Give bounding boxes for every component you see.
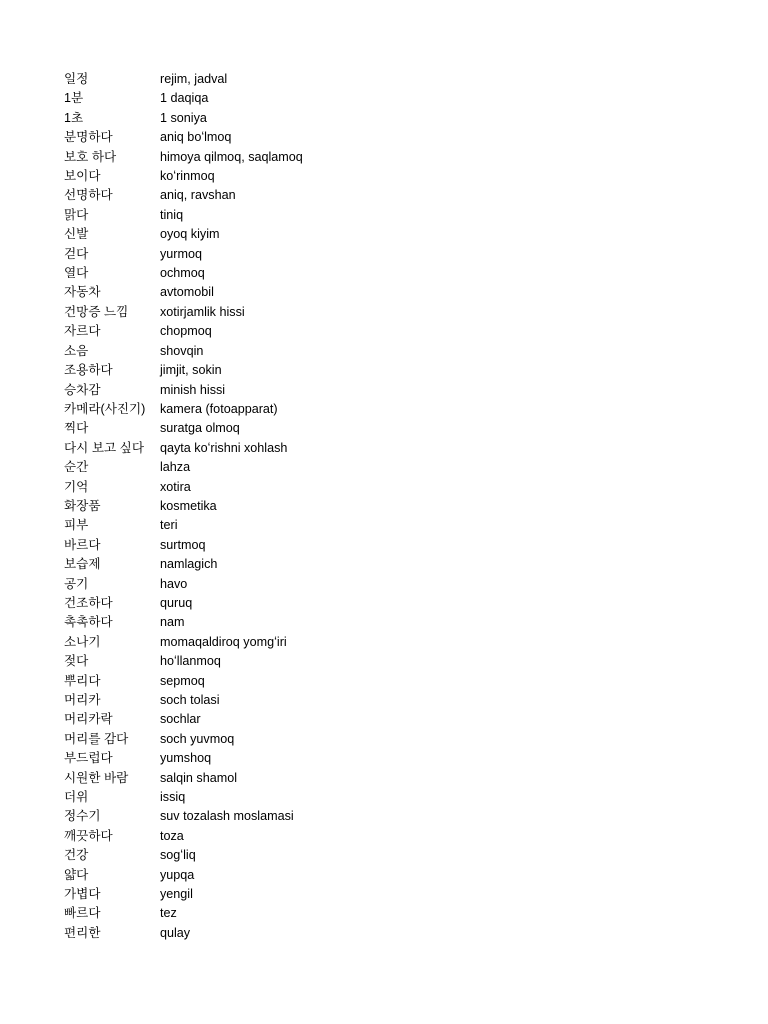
- korean-word: 보이다: [64, 169, 101, 184]
- vocabulary-row: [64, 672, 704, 691]
- korean-word: 열다: [64, 266, 89, 281]
- uzbek-translation: sochlar: [160, 712, 201, 727]
- korean-word: 보호 하다: [64, 149, 117, 164]
- uzbek-translation: quruq: [160, 595, 193, 610]
- vocabulary-row: [64, 594, 704, 613]
- korean-word: 정수기: [64, 809, 101, 824]
- korean-word: 맑다: [64, 207, 89, 222]
- vocabulary-row: [64, 322, 704, 341]
- vocabulary-row: [64, 303, 704, 322]
- uzbek-translation: surtmoq: [160, 537, 206, 552]
- uzbek-translation: soch tolasi: [160, 693, 220, 707]
- korean-word: 걷다: [64, 246, 89, 261]
- vocabulary-row: [64, 885, 704, 904]
- uzbek-translation: 1 soniya: [160, 110, 207, 125]
- korean-word: 자동차: [64, 285, 101, 300]
- vocabulary-row: [64, 148, 704, 167]
- vocabulary-row: [64, 710, 704, 729]
- vocabulary-row: [64, 633, 704, 652]
- korean-word: 카메라(사진기): [64, 401, 146, 416]
- vocabulary-row: [64, 225, 704, 244]
- korean-word: 자르다: [64, 324, 101, 339]
- uzbek-translation: avtomobil: [160, 285, 214, 300]
- korean-word: 분명하다: [64, 130, 113, 145]
- vocabulary-row: [64, 730, 704, 749]
- vocabulary-row: [64, 109, 704, 128]
- korean-word: 화장품: [64, 498, 101, 513]
- uzbek-translation: sepmoq: [160, 673, 205, 688]
- vocabulary-row: [64, 381, 704, 400]
- uzbek-translation: yengil: [160, 887, 193, 902]
- korean-word: 일정: [64, 72, 89, 86]
- uzbek-translation: 1 daqiqa: [160, 91, 209, 106]
- korean-word: 찍다: [64, 421, 89, 436]
- uzbek-translation: xotirjamlik hissi: [160, 304, 245, 319]
- uzbek-translation: aniq, ravshan: [160, 188, 236, 203]
- uzbek-translation: teri: [160, 518, 178, 533]
- korean-word: 건망증 느낌: [64, 304, 129, 319]
- vocabulary-row: [64, 361, 704, 380]
- korean-word: 다시 보고 싶다: [64, 440, 144, 455]
- uzbek-translation: koʻrinmoq: [160, 169, 215, 184]
- uzbek-translation: soch yuvmoq: [160, 731, 235, 746]
- korean-word: 빠르다: [64, 906, 101, 921]
- vocabulary-row: [64, 70, 704, 89]
- korean-word: 건강: [64, 848, 89, 863]
- uzbek-translation: qulay: [160, 925, 191, 940]
- korean-word: 순간: [64, 460, 89, 475]
- korean-word: 촉촉하다: [64, 615, 113, 630]
- vocabulary-row: [64, 497, 704, 516]
- uzbek-translation: lahza: [160, 460, 191, 475]
- korean-word: 깨끗하다: [64, 828, 113, 843]
- vocabulary-row: [64, 769, 704, 788]
- korean-word: 신발: [64, 227, 89, 242]
- korean-word: 편리한: [64, 925, 101, 940]
- uzbek-translation: minish hissi: [160, 382, 226, 397]
- korean-word: 시원한 바람: [64, 770, 129, 785]
- vocabulary-row: [64, 904, 704, 923]
- vocabulary-row: [64, 458, 704, 477]
- uzbek-translation: shovqin: [160, 343, 204, 358]
- uzbek-translation: nam: [160, 615, 185, 630]
- uzbek-translation: tiniq: [160, 207, 184, 222]
- vocabulary-list: [64, 70, 704, 943]
- korean-word: 보습제: [64, 557, 101, 572]
- korean-word: 승차감: [64, 382, 101, 397]
- vocabulary-row: [64, 652, 704, 671]
- uzbek-translation: salqin shamol: [160, 770, 238, 785]
- korean-word: 가볍다: [64, 887, 101, 902]
- korean-word: 머리카락: [64, 712, 113, 727]
- uzbek-translation: issiq: [160, 790, 186, 805]
- uzbek-translation: suv tozalash moslamasi: [160, 809, 294, 824]
- vocabulary-row: [64, 924, 704, 943]
- korean-word: 1분: [64, 91, 84, 106]
- vocabulary-row: [64, 478, 704, 497]
- vocabulary-row: [64, 264, 704, 283]
- uzbek-translation: momaqaldiroq yomgʻiri: [160, 634, 287, 649]
- korean-word: 공기: [64, 576, 89, 591]
- uzbek-translation: yupqa: [160, 867, 195, 882]
- korean-word: 소음: [64, 343, 89, 358]
- vocabulary-row: [64, 167, 704, 186]
- vocabulary-row: [64, 206, 704, 225]
- uzbek-translation: toza: [160, 828, 184, 843]
- vocabulary-row: [64, 536, 704, 555]
- korean-word: 머리카: [64, 693, 101, 707]
- vocabulary-row: [64, 245, 704, 264]
- uzbek-translation: hoʻllanmoq: [160, 654, 221, 669]
- vocabulary-row: [64, 186, 704, 205]
- vocabulary-row: [64, 283, 704, 302]
- korean-word: 머리를 감다: [64, 731, 129, 746]
- uzbek-translation: jimjit, sokin: [160, 363, 222, 378]
- vocabulary-row: [64, 749, 704, 768]
- uzbek-translation: namlagich: [160, 557, 218, 572]
- vocabulary-row: [64, 128, 704, 147]
- uzbek-translation: rejim, jadval: [160, 72, 228, 86]
- uzbek-translation: oyoq kiyim: [160, 227, 220, 242]
- vocabulary-row: [64, 439, 704, 458]
- uzbek-translation: ochmoq: [160, 266, 205, 281]
- vocabulary-row: [64, 788, 704, 807]
- uzbek-translation: kosmetika: [160, 498, 217, 513]
- uzbek-translation: tez: [160, 906, 177, 921]
- vocabulary-row: [64, 691, 704, 710]
- vocabulary-row: [64, 419, 704, 438]
- korean-word: 1초: [64, 110, 84, 125]
- vocabulary-row: [64, 89, 704, 108]
- uzbek-translation: yurmoq: [160, 246, 202, 261]
- vocabulary-row: [64, 807, 704, 826]
- uzbek-translation: qayta koʻrishni xohlash: [160, 440, 288, 455]
- korean-word: 바르다: [64, 537, 101, 552]
- vocabulary-row: [64, 516, 704, 535]
- vocabulary-row: [64, 342, 704, 361]
- korean-word: 피부: [64, 518, 89, 533]
- korean-word: 조용하다: [64, 363, 113, 378]
- vocabulary-row: [64, 827, 704, 846]
- uzbek-translation: chopmoq: [160, 324, 212, 339]
- uzbek-translation: havo: [160, 576, 188, 591]
- korean-word: 뿌리다: [64, 673, 101, 688]
- korean-word: 소나기: [64, 634, 101, 649]
- vocabulary-row: [64, 846, 704, 865]
- vocabulary-row: [64, 575, 704, 594]
- korean-word: 선명하다: [64, 188, 113, 203]
- korean-word: 부드럽다: [64, 751, 113, 766]
- vocabulary-row: [64, 866, 704, 885]
- korean-word: 젖다: [64, 654, 89, 669]
- korean-word: 더위: [64, 790, 89, 805]
- vocabulary-row: [64, 613, 704, 632]
- uzbek-translation: aniq boʻlmoq: [160, 130, 232, 145]
- uzbek-translation: yumshoq: [160, 751, 212, 766]
- korean-word: 기억: [64, 479, 89, 494]
- uzbek-translation: himoya qilmoq, saqlamoq: [160, 149, 303, 164]
- korean-word: 얇다: [64, 867, 89, 882]
- uzbek-translation: kamera (fotoapparat): [160, 401, 278, 416]
- uzbek-translation: suratga olmoq: [160, 421, 240, 436]
- korean-word: 건조하다: [64, 595, 113, 610]
- vocabulary-row: [64, 555, 704, 574]
- uzbek-translation: xotira: [160, 479, 191, 494]
- vocabulary-row: [64, 400, 704, 419]
- uzbek-translation: sogʻliq: [160, 848, 196, 863]
